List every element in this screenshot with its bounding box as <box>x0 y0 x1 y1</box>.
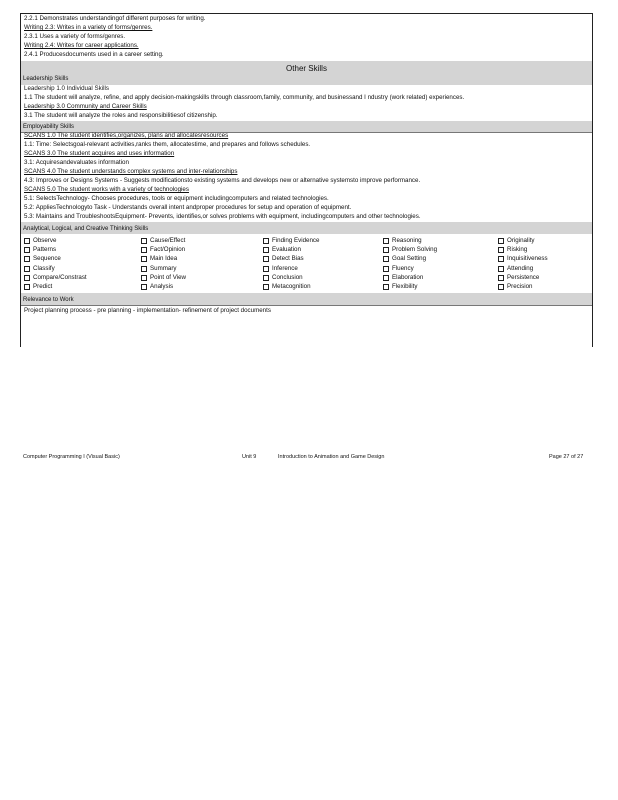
leadership-header-label: Leadership Skills <box>23 76 69 82</box>
checkbox-icon[interactable] <box>498 266 504 272</box>
checkbox-icon[interactable] <box>141 247 147 253</box>
skill-checkbox-label: Main Idea <box>150 255 178 263</box>
skill-checkbox[interactable] <box>383 265 414 273</box>
skill-checkbox[interactable] <box>24 255 61 263</box>
skill-checkbox[interactable] <box>141 237 185 245</box>
skill-checkbox-label: Flexibility <box>392 283 418 290</box>
checkbox-icon[interactable] <box>141 275 147 281</box>
checkbox-icon[interactable] <box>263 266 269 272</box>
standard-line: 2.2.1 Demonstrates understandingof different purposes for writing. <box>24 15 206 22</box>
checkbox-icon[interactable] <box>498 275 504 281</box>
footer-course: Computer Programming I (Visual Basic) <box>23 454 120 460</box>
skill-checkbox-label: Finding Evidence <box>272 237 320 244</box>
skill-checkbox-label: Reasoning <box>392 237 422 244</box>
skill-checkbox-label: Goal Setting <box>392 255 427 263</box>
checkbox-icon[interactable] <box>263 238 269 244</box>
checkbox-icon[interactable] <box>383 256 389 262</box>
checkbox-icon[interactable] <box>24 247 30 253</box>
skill-checkbox-label: Attending <box>507 264 534 272</box>
skill-checkbox[interactable] <box>141 283 173 291</box>
other-skills-header <box>21 61 592 85</box>
checkbox-icon[interactable] <box>383 275 389 281</box>
employability-header <box>21 121 592 132</box>
thinking-skills-header-label: Analytical, Logical, and Creative Thinking Skills <box>23 226 149 232</box>
employability-line: SCANS 3.0 The student acquires and uses information <box>24 150 175 157</box>
standard-line: Writing 2.3: Writes in a variety of forms/genres. <box>24 24 153 31</box>
skill-checkbox[interactable] <box>263 255 304 263</box>
skill-checkbox-label: Originality <box>507 237 535 244</box>
skill-checkbox[interactable] <box>24 274 87 282</box>
skill-checkbox[interactable] <box>263 237 319 245</box>
employability-line: SCANS 5.0 The student works with a variety of technologies <box>24 186 189 193</box>
skill-checkbox-label: Elaboration <box>392 273 424 281</box>
checkbox-icon[interactable] <box>383 238 389 244</box>
footer-page: Page 27 of 27 <box>549 454 584 460</box>
checkbox-icon[interactable] <box>141 284 147 290</box>
checkbox-icon[interactable] <box>24 256 30 262</box>
employability-line: 5.1: SelectsTechnology- Chooses procedures, tools or equipment includingcomputers and related technologies. <box>24 195 329 202</box>
skill-checkbox-label: Patterns <box>33 246 57 254</box>
skill-checkbox-label: Metacognition <box>272 283 311 290</box>
skill-checkbox[interactable] <box>24 265 55 273</box>
checkbox-icon[interactable] <box>498 238 504 244</box>
leadership-line: Leadership 1.0 Individual Skills <box>24 85 109 92</box>
checkbox-icon[interactable] <box>498 247 504 253</box>
checkbox-icon[interactable] <box>263 247 269 253</box>
skill-checkbox[interactable] <box>263 274 303 282</box>
skill-checkbox-label: Observe <box>33 237 57 244</box>
footer-unit: Unit 9 <box>242 454 257 460</box>
employability-line: 4.3: Improves or Designs Systems - Suggests modificationsto existing systems and develops new or alternative systemsto improve performance. <box>24 177 421 184</box>
skill-checkbox[interactable] <box>498 274 539 282</box>
checkbox-icon[interactable] <box>24 284 30 290</box>
leadership-line: 3.1 The student will analyze the roles and responsibilitiesof citizenship. <box>24 112 218 119</box>
checkbox-icon[interactable] <box>498 284 504 290</box>
relevance-header-label: Relevance to Work <box>23 297 74 304</box>
checkbox-icon[interactable] <box>141 238 147 244</box>
skill-checkbox[interactable] <box>498 255 548 263</box>
thinking-skills-header <box>21 222 592 234</box>
checkbox-icon[interactable] <box>24 238 30 244</box>
checkbox-icon[interactable] <box>498 256 504 262</box>
skill-checkbox[interactable] <box>383 283 417 291</box>
footer-title: Introduction to Animation and Game Design <box>278 454 385 460</box>
skill-checkbox-label: Precision <box>507 283 533 290</box>
skill-checkbox[interactable] <box>24 246 56 254</box>
leadership-line: 1.1 The student will analyze, refine, and apply decision-makingskills through classroom,family, community, and businessand I ndustry (work related) experiences. <box>24 94 465 101</box>
checkbox-icon[interactable] <box>383 247 389 253</box>
employability-header-label: Employability Skills <box>23 124 75 130</box>
skill-checkbox[interactable] <box>383 246 437 254</box>
standard-line: 2.4.1 Producesdocuments used in a career setting. <box>24 51 164 58</box>
checkbox-icon[interactable] <box>263 275 269 281</box>
skill-checkbox-label: Inquisitiveness <box>507 255 548 263</box>
skill-checkbox[interactable] <box>263 246 301 254</box>
skill-checkbox-label: Classify <box>33 264 55 272</box>
employability-line: 5.2: AppliesTechnologyto Task - Understands overall intent andproper procedures for setup and operation of equipment. <box>24 204 352 211</box>
checkbox-icon[interactable] <box>383 266 389 272</box>
skill-checkbox-label: Point of View <box>150 273 187 281</box>
skill-checkbox-label: Summary <box>150 264 177 272</box>
skill-checkbox-label: Cause/Effect <box>150 237 186 244</box>
standards-table <box>20 13 593 347</box>
other-skills-title: Other Skills <box>286 64 327 73</box>
skill-checkbox[interactable] <box>141 274 186 282</box>
skill-checkbox[interactable] <box>141 255 177 263</box>
skill-checkbox-label: Inference <box>272 264 298 272</box>
relevance-text: Project planning process - pre planning - implementation- refinement of project documents <box>24 307 271 315</box>
employability-line: 1.1: Time: Selectsgoal-relevant activities,ranks them, allocatestime, and prepares and follows schedules. <box>24 141 311 148</box>
employability-line: 3.1: Acquiresandevaluates information <box>24 159 129 166</box>
skill-checkbox-label: Fluency <box>392 264 414 272</box>
standard-line: Writing 2.4: Writes for career applications. <box>24 42 139 49</box>
skill-checkbox-label: Sequence <box>33 255 61 263</box>
skill-checkbox-label: Fact/Opinion <box>150 246 186 254</box>
skill-checkbox[interactable] <box>24 237 56 245</box>
section-divider <box>21 305 592 306</box>
skill-checkbox[interactable] <box>24 283 52 291</box>
skill-checkbox[interactable] <box>383 255 426 263</box>
checkbox-icon[interactable] <box>263 284 269 290</box>
skill-checkbox[interactable] <box>141 265 176 273</box>
skill-checkbox-label: Problem Solving <box>392 246 438 254</box>
skill-checkbox[interactable] <box>498 265 533 273</box>
checkbox-icon[interactable] <box>141 256 147 262</box>
leadership-line: Leadership 3.0 Community and Career Skills <box>24 103 147 110</box>
employability-line: 5.3: Maintains and TroubleshootsEquipment- Prevents, identifies,or solves problems with equipment, includingcomputers and other technologies. <box>24 213 421 220</box>
employability-line: SCANS 4.0 The student understands complex systems and inter-relationships <box>24 168 238 175</box>
skill-checkbox-label: Risking <box>507 246 528 254</box>
checkbox-icon[interactable] <box>263 256 269 262</box>
skill-checkbox-label: Conclusion <box>272 273 303 281</box>
checkbox-icon[interactable] <box>24 275 30 281</box>
skill-checkbox[interactable] <box>498 237 535 245</box>
skill-checkbox[interactable] <box>141 246 185 254</box>
skill-checkbox-label: Compare/Constrast <box>33 273 87 281</box>
checkbox-icon[interactable] <box>141 266 147 272</box>
skill-checkbox[interactable] <box>263 283 311 291</box>
skill-checkbox-label: Evaluation <box>272 246 301 254</box>
employability-line: SCANS 1.0 The student identifies,organizes, plans and allocatesresources <box>24 132 229 139</box>
skill-checkbox[interactable] <box>498 283 532 291</box>
skill-checkbox[interactable] <box>383 274 423 282</box>
relevance-header <box>21 293 592 305</box>
standard-line: 2.3.1 Uses a variety of forms/genres. <box>24 33 126 40</box>
checkbox-icon[interactable] <box>24 266 30 272</box>
skill-checkbox-label: Analysis <box>150 283 174 290</box>
skill-checkbox[interactable] <box>498 246 527 254</box>
skill-checkbox-label: Detect Bias <box>272 255 304 263</box>
checkbox-icon[interactable] <box>383 284 389 290</box>
skill-checkbox-label: Persistence <box>507 273 540 281</box>
skill-checkbox[interactable] <box>383 237 422 245</box>
skill-checkbox-label: Predict <box>33 283 53 290</box>
skill-checkbox[interactable] <box>263 265 298 273</box>
